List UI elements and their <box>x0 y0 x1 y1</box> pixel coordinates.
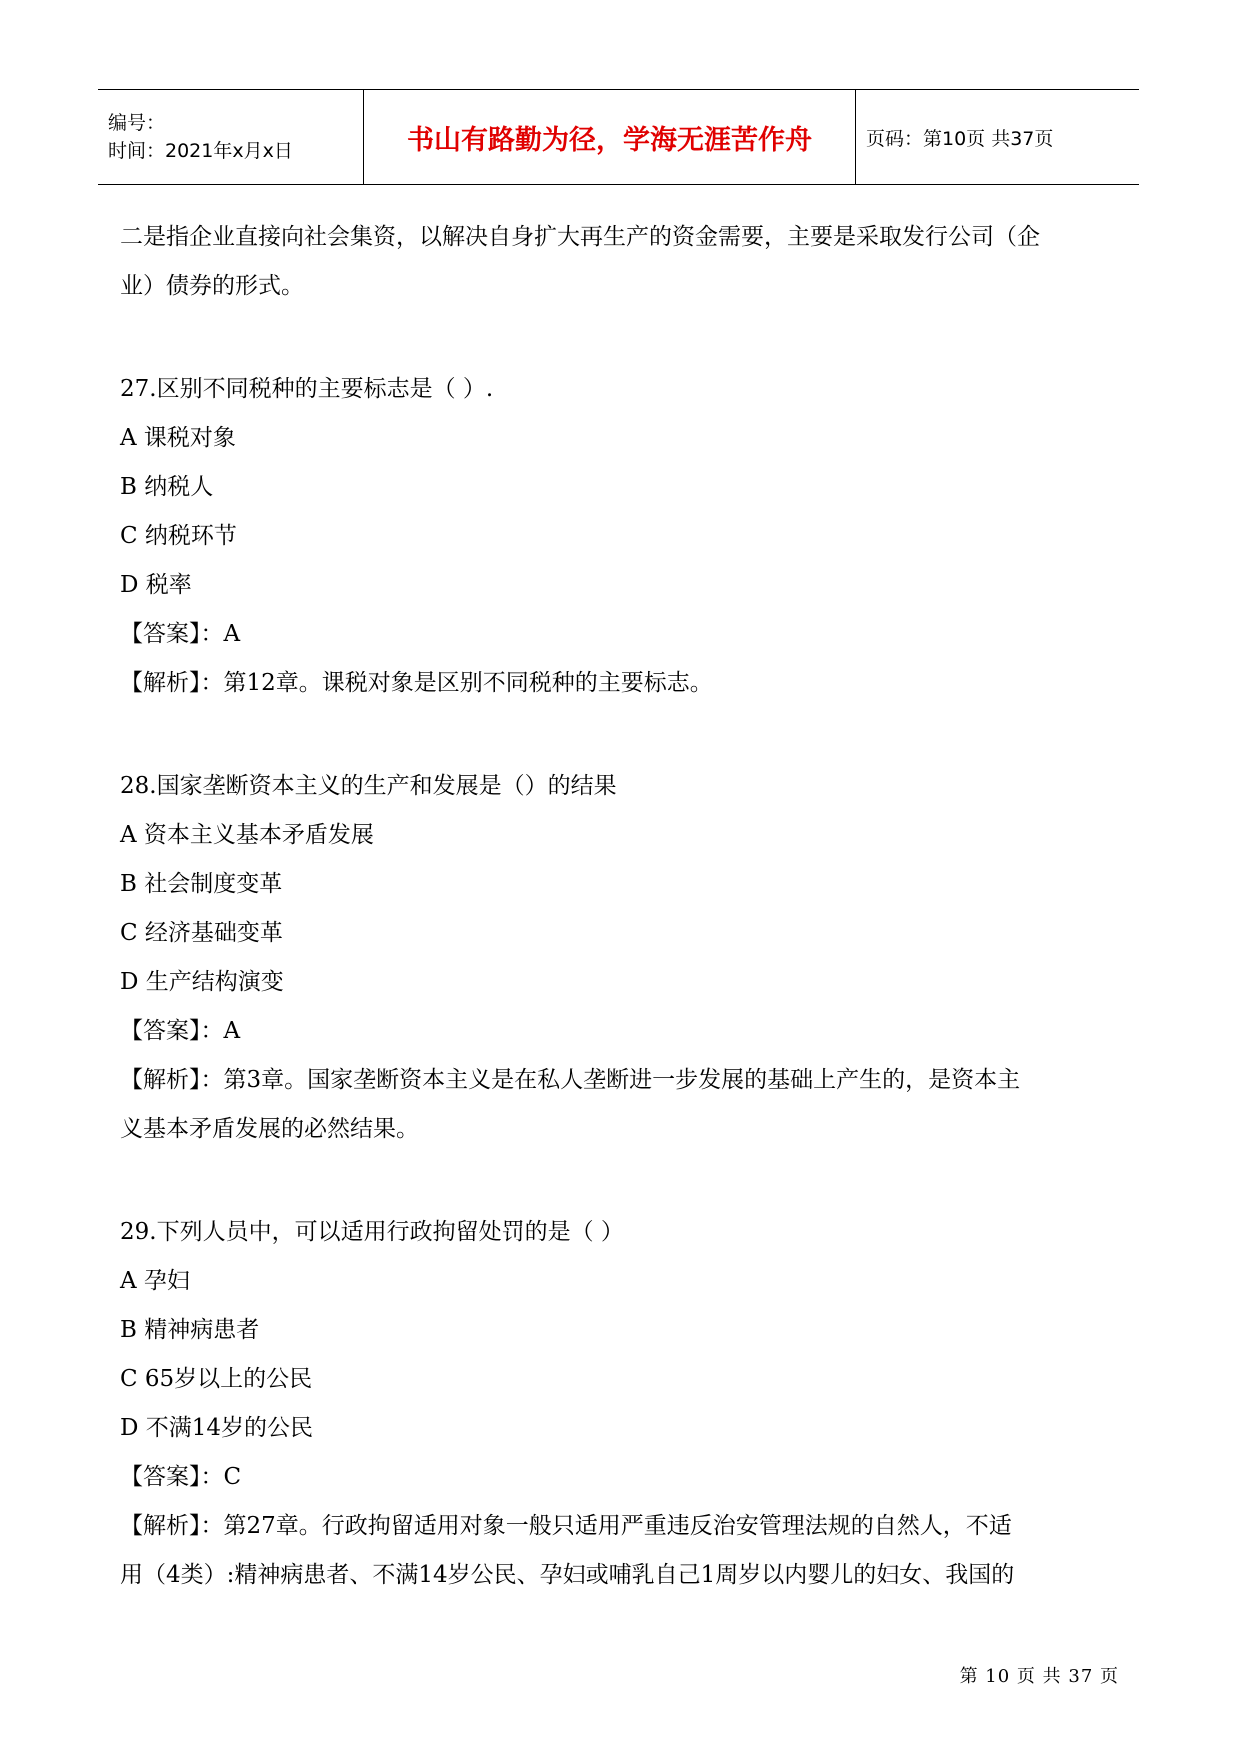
intro-line: 二是指企业直接向社会集资，以解决自身扩大再生产的资金需要，主要是采取发行公司（企 <box>120 224 1040 250</box>
option-c: C 纳税环节 <box>120 523 237 549</box>
option-a: A 孕妇 <box>120 1268 190 1294</box>
answer-line: 【答案】：C <box>120 1464 242 1490</box>
answer-line: 【答案】：A <box>120 1018 241 1044</box>
option-a: A 资本主义基本矛盾发展 <box>120 822 374 848</box>
question-stem: 27.区别不同税种的主要标志是（ ）. <box>120 376 494 402</box>
analysis-line: 【解析】：第27章。行政拘留适用对象一般只适用严重违反治安管理法规的自然人，不适 <box>120 1513 1012 1539</box>
question-block <box>120 365 1120 708</box>
header-page-info <box>856 90 1139 184</box>
option-c: C 65岁以上的公民 <box>120 1366 313 1392</box>
option-b: B 纳税人 <box>120 474 214 500</box>
analysis-line: 【解析】：第3章。国家垄断资本主义是在私人垄断进一步发展的基础上产生的，是资本主 <box>120 1067 1021 1093</box>
intro-line: 业）债券的形式。 <box>120 273 304 299</box>
header-motto <box>364 90 856 184</box>
analysis-line: 用（4类）:精神病患者、不满14岁公民、孕妇或哺乳自己1周岁以内婴儿的妇女、我国的 <box>120 1562 1015 1588</box>
page-label: 页码：第10页 共37页 <box>866 127 1054 150</box>
page-footer: 第 10 页 共 37 页 <box>959 1666 1119 1687</box>
question-stem: 28.国家垄断资本主义的生产和发展是（）的结果 <box>120 773 617 799</box>
question-block <box>120 762 1120 1154</box>
option-b: B 精神病患者 <box>120 1317 260 1343</box>
answer-line: 【答案】：A <box>120 621 241 647</box>
question-stem: 29.下列人员中，可以适用行政拘留处罚的是（ ） <box>120 1219 624 1245</box>
option-d: D 税率 <box>120 572 192 598</box>
option-c: C 经济基础变革 <box>120 920 283 946</box>
document-body <box>120 213 1120 1600</box>
analysis-line: 【解析】：第12章。课税对象是区别不同税种的主要标志。 <box>120 670 713 696</box>
document-header <box>98 89 1139 185</box>
option-b: B 社会制度变革 <box>120 871 283 897</box>
analysis-line: 义基本矛盾发展的必然结果。 <box>120 1116 419 1142</box>
number-label: 编号： <box>108 112 166 134</box>
motto-text: 书山有路勤为径，学海无涯苦作舟 <box>407 124 812 156</box>
time-label: 时间：2021年x月x日 <box>108 140 293 162</box>
question-block <box>120 1208 1120 1600</box>
option-d: D 生产结构演变 <box>120 969 284 995</box>
option-d: D 不满14岁的公民 <box>120 1415 314 1441</box>
header-meta <box>98 90 364 184</box>
option-a: A 课税对象 <box>120 425 236 451</box>
